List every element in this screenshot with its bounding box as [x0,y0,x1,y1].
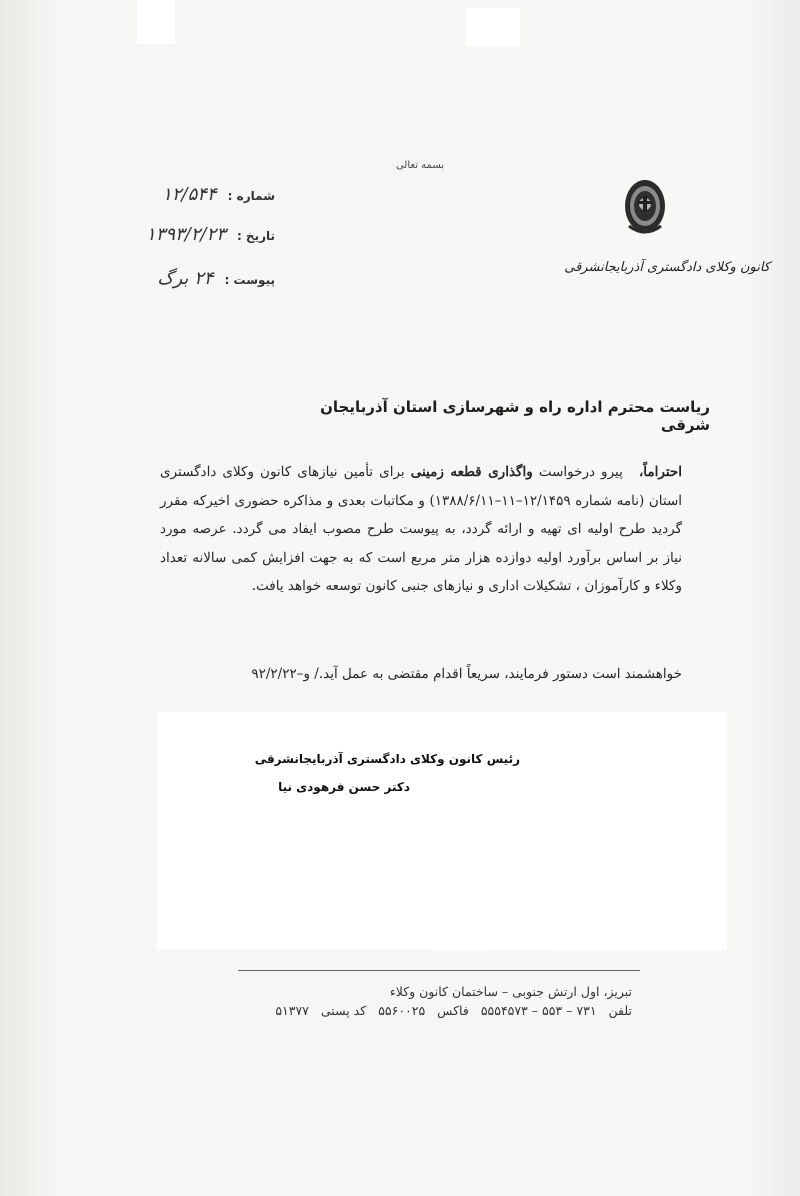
footer-divider [238,970,640,971]
organization-name: کانون وکلای دادگستری آذربایجانشرقی [564,260,770,275]
signatory-title: رئیس کانون وکلای دادگستری آذربایجانشرقی [254,752,520,766]
letter-number-label: شماره : [227,189,275,203]
signatory-name: دکتر حسن فرهودی نیا [278,780,410,794]
postal-code: ۵۱۳۷۷ [275,1003,309,1018]
postal-code-label: کد پستی [320,1003,367,1018]
letter-number-row [100,184,275,212]
greeting: احتراماً، [638,464,683,480]
basmala: بسمه تعالی [395,160,445,171]
fax-number: ۵۵۶۰۰۲۵ [378,1003,426,1018]
bar-association-emblem-icon [623,176,667,240]
recipient-line: ریاست محترم اداره راه و شهرسازی استان آذربایجان شرقی [320,398,710,434]
body-text-part-2: برای تأمین نیازهای کانون وکلای دادگستری استان (نامه شماره ۱۲/۱۴۵۹–۱۱–۱۳۸۸/۶/۱۱) و مکاتبات بعدی و مذاکره حضوری اخیرکه مقرر گردید طرح اولیه ای تهیه و ارائه گردد، به پیوست طرح مصوب ایفاد می گردد. عرصه مورد نیاز بر اساس برآورد اولیه دوازده هزار متر مربع است که به جهت افزایش کمی سالانه تعداد وکلاء و کارآموزان ، تشکیلات اداری و نیازهای جنبی کانون توسعه خواهد یافت. [160,464,683,594]
redaction-patch-top-right [466,8,520,46]
letter-body [160,458,682,601]
letter-date-value: ۱۳۹۳/۲/۲۳ [146,224,226,245]
phone-label: تلفن [608,1003,632,1018]
letter-number-value: ۱۲/۵۴۴ [162,184,217,205]
footer-address: تبریز، اول ارتش جنوبی – ساختمان کانون وکلاء [389,984,632,999]
letter-date-label: تاریخ : [236,229,275,243]
letter-attachment-row [100,268,275,296]
letter-date-row [100,224,275,252]
closing-line: خواهشمند است دستور فرمایند، سریعاً اقدام مقتضی به عمل آید./ و–۹۲/۲/۲۲ [251,666,682,682]
phone-number: ۷۳۱ – ۵۵۳ – ۵۵۵۴۵۷۳ [480,1003,597,1018]
body-text-part-1: پیرو درخواست [538,464,623,480]
redaction-patch-top-left [137,0,175,44]
body-text-bold-phrase: واگذاری قطعه زمینی [410,464,533,480]
footer-contact [190,1003,632,1018]
fax-label: فاکس [437,1003,469,1018]
letter-attachment-value: ۲۴ برگ [157,268,214,289]
signature-area [157,712,727,950]
letter-attachment-label: پیوست : [224,273,275,287]
